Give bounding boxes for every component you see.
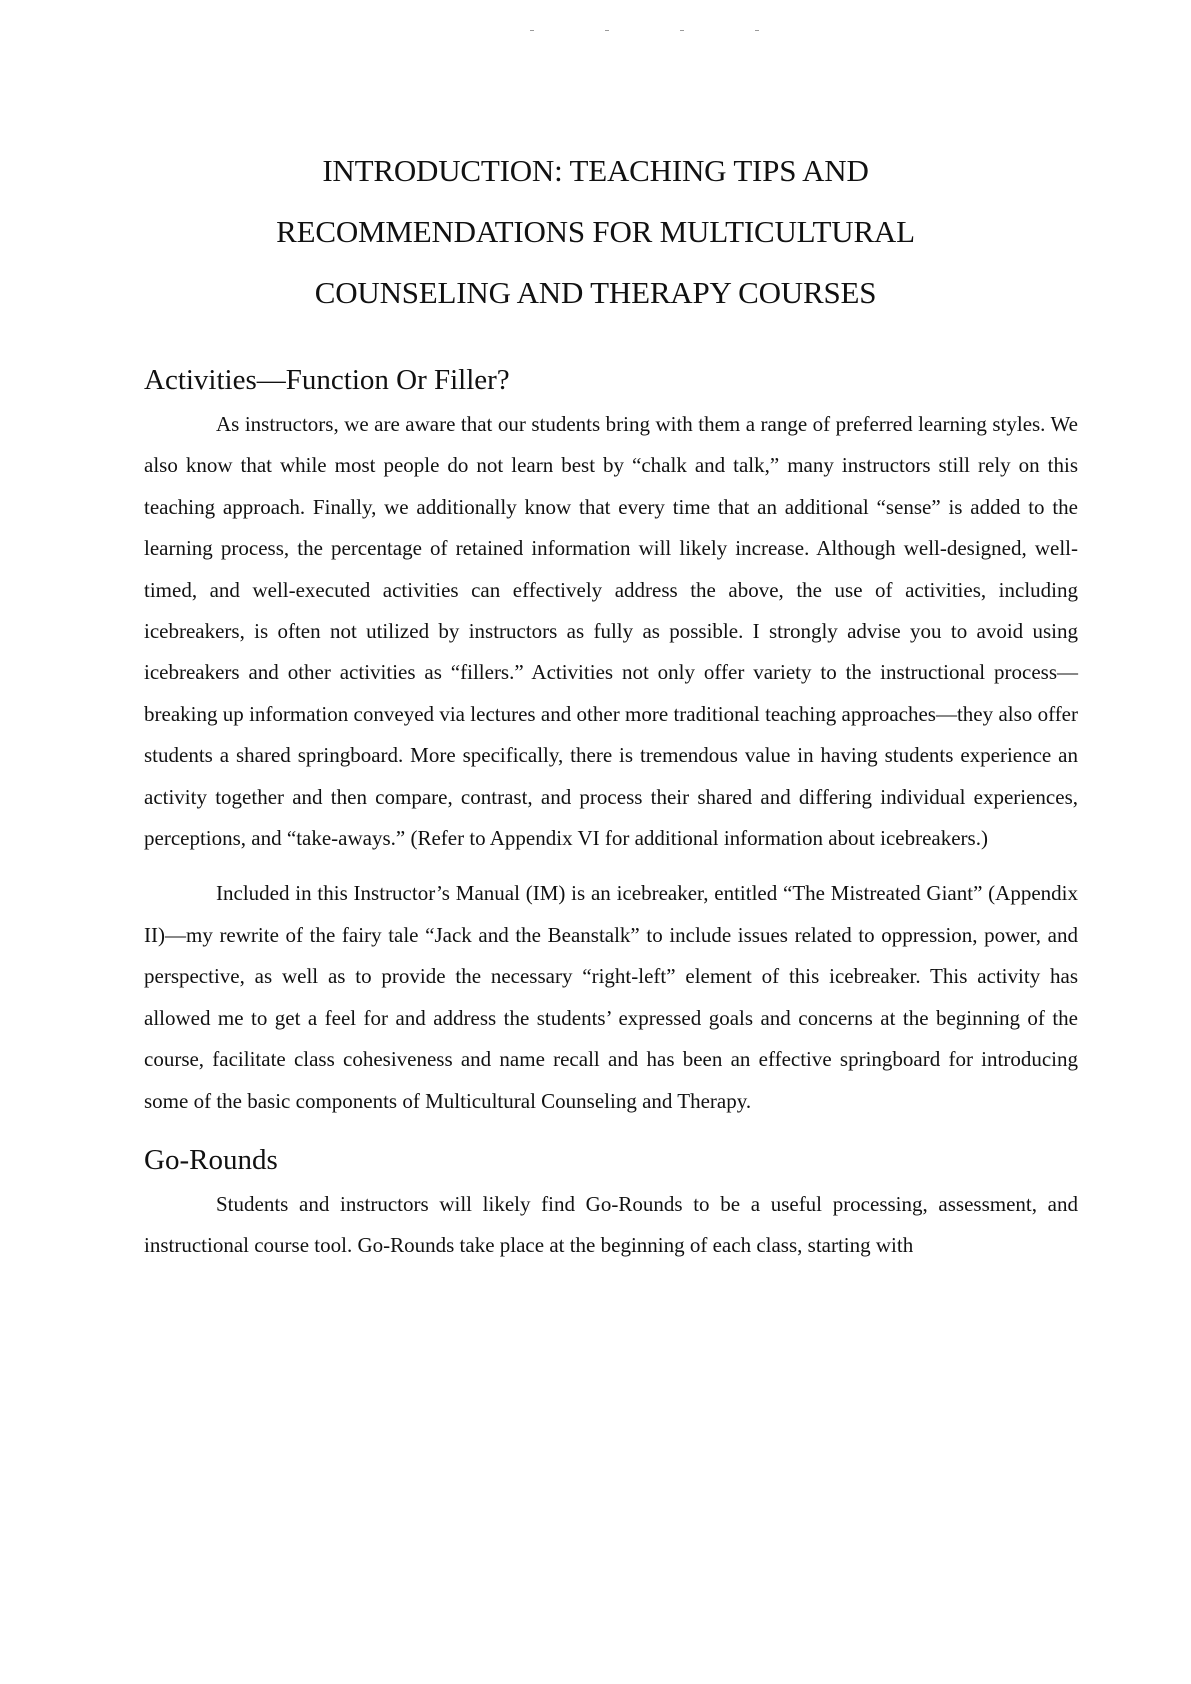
section-heading: Go-Rounds — [144, 1143, 278, 1176]
document-body — [144, 362, 1078, 1267]
title-line: RECOMMENDATIONS FOR MULTICULTURAL — [276, 214, 915, 249]
title-line: COUNSELING AND THERAPY COURSES — [314, 275, 877, 310]
document-title — [200, 140, 991, 323]
body-paragraph: Included in this Instructor’s Manual (IM) is an icebreaker, entitled “The Mistreated Giant” (Appendix II)—my rewrite of the fairy tale “Jack and the Beanstalk” to include issues related to oppression, power, and perspective, as well as to provide the necessary “right-left” element of this icebreaker. This activity has allowed me to get a feel for and address the students’ expressed goals and concerns at the beginning of the course, facilitate class cohesiveness and name recall and has been an effective springboard for introducing some of the basic components of Multicultural Counseling and Therapy. — [144, 881, 1078, 1113]
body-paragraph: Students and instructors will likely find Go-Rounds to be a useful processing, assessment, and instructional course tool. Go-Rounds take place at the beginning of each class, starting with — [144, 1191, 1078, 1258]
scan-marks — [530, 30, 770, 36]
body-paragraph: As instructors, we are aware that our students bring with them a range of preferred learning styles. We also know that while most people do not learn best by “chalk and talk,” many instructors still rely on this teaching approach. Finally, we additionally know that every time that an additional “sense” is added to the learning process, the percentage of retained information will likely increase. Although well-designed, well-timed, and well-executed activities can effectively address the above, the use of activities, including icebreakers, is often not utilized by instructors as fully as possible. I strongly advise you to avoid using icebreakers and other activities as “fillers.” Activities not only offer variety to the instructional process—breaking up information conveyed via lectures and other more traditional teaching approaches—they also offer students a shared springboard. More specifically, there is tremendous value in having students experience an activity together and then compare, contrast, and process their shared and differing individual experiences, perceptions, and “take-aways.” (Refer to Appendix VI for additional information about icebreakers.) — [144, 412, 1078, 851]
title-line: INTRODUCTION: TEACHING TIPS AND — [322, 153, 869, 188]
section-activities — [144, 362, 1078, 1122]
section-go-rounds — [144, 1142, 1078, 1267]
section-heading: Activities—Function Or Filler? — [144, 364, 510, 396]
